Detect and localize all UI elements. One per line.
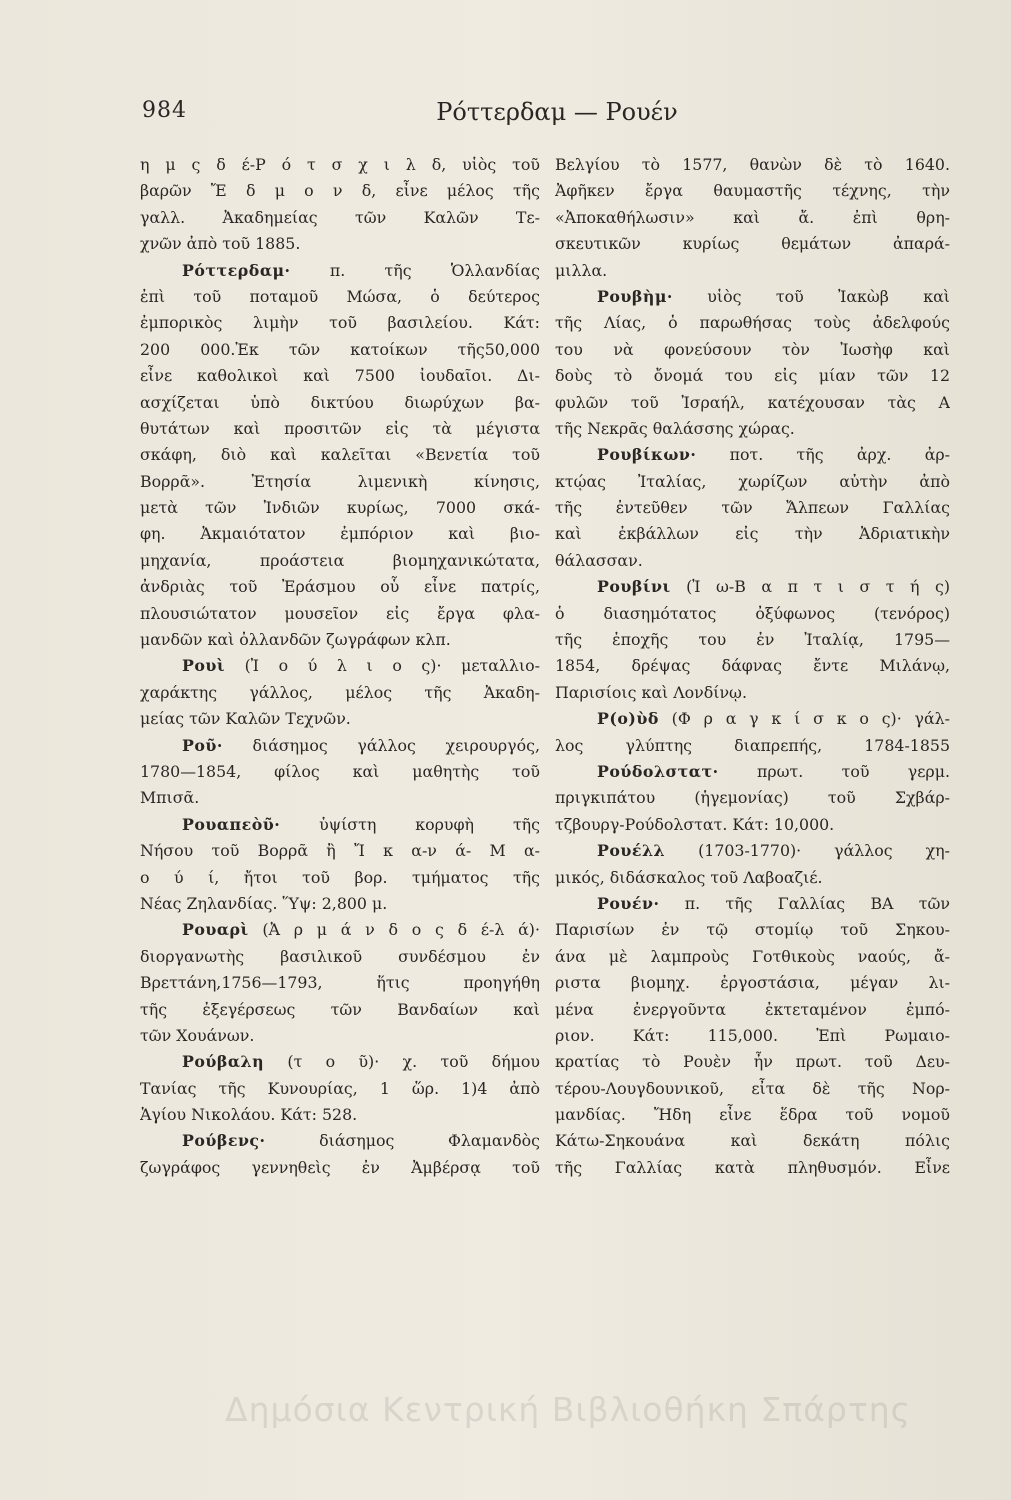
line-text: μικός, διδάσκαλος τοῦ Λαβοαζιέ. — [555, 867, 823, 887]
text-line — [555, 469, 950, 495]
text-line — [555, 284, 950, 310]
text-line — [140, 337, 540, 363]
text-line — [555, 442, 950, 468]
line-text: ἐπὶ τοῦ ποταμοῦ Μώσα, ὁ δεύτερος — [140, 286, 540, 306]
text-line — [555, 258, 950, 284]
line-text: ἀνδριὰς τοῦ Ἐράσμου οὗ εἶνε πατρίς, — [140, 577, 540, 597]
line-text: τῆς ἐποχῆς του ἐν Ἰταλίᾳ, 1795— — [555, 630, 950, 650]
text-line — [140, 310, 540, 336]
line-text: βαρῶν Ἔ δ μ ο ν δ, εἶνε μέλος τῆς — [140, 181, 540, 201]
line-text: μανδῶν καὶ ὀλλανδῶν ζωγράφων κλπ. — [140, 630, 451, 650]
text-line — [555, 548, 950, 574]
text-line — [140, 416, 540, 442]
line-text: γαλλ. Ἀκαδημείας τῶν Καλῶν Τε- — [140, 207, 540, 227]
line-text: τῆς Γαλλίας κατὰ πληθυσμόν. Εἶνε — [555, 1157, 950, 1177]
line-text: ποτ. τῆς ἀρχ. ἀρ- — [696, 445, 950, 465]
entry-headword: Ρουέν· — [597, 893, 660, 913]
text-line — [555, 521, 950, 547]
line-text: (τ ο ῦ)· χ. τοῦ δήμου — [264, 1052, 540, 1072]
line-text: υἱὸς τοῦ Ἰακὼβ καὶ — [672, 286, 950, 306]
text-line — [555, 944, 950, 970]
line-text: θυτάτων καὶ προσιτῶν εἰς τὰ μέγιστα — [140, 418, 540, 438]
text-line — [140, 1049, 540, 1075]
entry-headword: Ρουέλλ — [597, 841, 666, 861]
text-line — [140, 706, 540, 732]
text-line — [140, 680, 540, 706]
entry-headword: Ρουβίκων· — [597, 445, 697, 465]
library-watermark: Δημόσια Κεντρική Βιβλιοθήκη Σπάρτης — [225, 1390, 912, 1429]
line-text: (Ἰ ω-Β α π τ ι σ τ ή ς) — [670, 577, 950, 597]
text-line — [555, 152, 950, 178]
entry-headword: Ρουβὴμ· — [597, 286, 673, 306]
line-text: χαράκτης γάλλος, μέλος τῆς Ἀκαδη- — [140, 682, 540, 702]
line-text: τῆς ἐξεγέρσεως τῶν Βανδαίων καὶ — [140, 999, 540, 1019]
text-line — [140, 1102, 540, 1128]
text-line — [140, 284, 540, 310]
line-text: Ἁγίου Νικολάου. Κάτ: 528. — [140, 1105, 358, 1125]
line-text: Παρισίων ἐν τῷ στομίῳ τοῦ Σηκου- — [555, 920, 950, 940]
line-text: εἶνε καθολικοὶ καὶ 7500 ἰουδαῖοι. Δι- — [140, 366, 540, 386]
line-text: καὶ ἐκβάλλων εἰς τὴν Ἀδριατικὴν — [555, 524, 950, 544]
text-line — [140, 891, 540, 917]
text-line — [140, 152, 540, 178]
text-line — [555, 812, 950, 838]
text-line — [555, 838, 950, 864]
left-column — [140, 152, 540, 1181]
line-text: «Ἀποκαθήλωσιν» καὶ ἄ. ἐπὶ θρη- — [555, 207, 950, 227]
text-line — [140, 997, 540, 1023]
line-text: κρατίας τὸ Ρουὲν ἦν πρωτ. τοῦ Δευ- — [555, 1052, 950, 1072]
text-line — [555, 495, 950, 521]
text-line — [140, 390, 540, 416]
text-line — [555, 627, 950, 653]
text-line — [555, 574, 950, 600]
entry-headword: Ρουαπεὸῦ· — [182, 814, 281, 834]
line-text: (1703-1770)· γάλλος χη- — [665, 841, 950, 861]
text-line — [140, 653, 540, 679]
text-line — [140, 917, 540, 943]
text-line — [140, 1155, 540, 1181]
right-column — [555, 152, 950, 1181]
line-text: 1780—1854, φίλος καὶ μαθητὴς τοῦ — [140, 761, 540, 781]
text-line — [140, 865, 540, 891]
line-text: Τανίας τῆς Κυνουρίας, 1 ὥρ. 1)4 ἀπὸ — [140, 1078, 540, 1098]
line-text: σκάφη, διὸ καὶ καλεῖται «Βενετία τοῦ — [140, 445, 540, 465]
text-line — [555, 205, 950, 231]
text-line — [140, 205, 540, 231]
line-text: Κάτω-Σηκουάνα καὶ δεκάτη πόλις — [555, 1131, 950, 1151]
entry-headword: Ρουὶ — [182, 656, 226, 676]
text-line — [555, 1128, 950, 1154]
entry-headword: Ρούβαλη — [182, 1052, 265, 1072]
line-text: (Φ ρ α γ κ ί σ κ ο ς)· γάλ- — [658, 709, 950, 729]
line-text: Βρεττάνη,1756—1793, ἥτις προηγήθη — [140, 973, 540, 993]
line-text: Παρισίοις καὶ Λονδίνῳ. — [555, 682, 747, 702]
text-line — [555, 1102, 950, 1128]
text-line — [140, 363, 540, 389]
line-text: δοὺς τὸ ὄνομά του εἰς μίαν τῶν 12 — [555, 366, 950, 386]
line-text: μηχανία, προάστεια βιομηχανικώτατα, — [140, 550, 540, 570]
entry-headword: Ρόττερδαμ· — [182, 260, 291, 280]
line-text: 200 000.Ἐκ τῶν κατοίκων τῆς50,000 — [140, 339, 540, 359]
text-line — [555, 997, 950, 1023]
text-line — [140, 733, 540, 759]
line-text: Βορρᾶ». Ἐτησία λιμενικὴ κίνησις, — [140, 471, 540, 491]
text-line — [140, 548, 540, 574]
line-text: μανδίας. Ἤδη εἶνε ἕδρα τοῦ νομοῦ — [555, 1105, 950, 1125]
text-line — [555, 733, 950, 759]
text-line — [140, 944, 540, 970]
text-line — [555, 178, 950, 204]
line-text: του νὰ φονεύσουν τὸν Ἰωσὴφ καὶ — [555, 339, 950, 359]
line-text: Νέας Ζηλανδίας. Ὕψ: 2,800 μ. — [140, 893, 388, 913]
line-text: ὁ διασημότατος ὀξύφωνος (τενόρος) — [555, 603, 950, 623]
entry-headword: Ρουαρὶ — [182, 920, 249, 940]
line-text: Βελγίου τὸ 1577, θανὼν δὲ τὸ 1640. — [555, 155, 950, 174]
text-line — [555, 337, 950, 363]
line-text: π. τῆς Γαλλίας ΒΑ τῶν — [659, 893, 950, 913]
text-line — [555, 1155, 950, 1181]
line-text: άνα μὲ λαμπροὺς Γοτθικοὺς ναούς, ἄ- — [555, 946, 950, 966]
line-text: τῆς Λίας, ὁ παρωθήσας τοὺς ἀδελφούς — [555, 313, 950, 333]
text-line — [555, 653, 950, 679]
page-number: 984 — [142, 98, 187, 123]
page-header — [142, 98, 942, 138]
text-line — [140, 1023, 540, 1049]
line-text: λος γλύπτης διαπρεπής, 1784-1855 — [555, 735, 950, 755]
text-line — [555, 1023, 950, 1049]
line-text: κτῴας Ἰταλίας, χωρίζων αὐτὴν ἀπὸ — [555, 471, 950, 491]
line-text: π. τῆς Ὁλλανδίας — [290, 260, 540, 280]
line-text: πριγκιπάτου (ἡγεμονίας) τοῦ Σχβάρ- — [555, 788, 950, 808]
text-line — [555, 706, 950, 732]
line-text: φυλῶν τοῦ Ἰσραήλ, κατέχουσαν τὰς Α — [555, 392, 950, 412]
text-line — [140, 521, 540, 547]
text-line — [555, 231, 950, 257]
line-text: (Ἀ ρ μ ά ν δ ο ς δ έ-λ ά)· — [248, 920, 540, 940]
line-text: ζωγράφος γεννηθεὶς ἐν Ἀμβέρσᾳ τοῦ — [140, 1157, 540, 1177]
line-text: τῶν Χουάνων. — [140, 1025, 255, 1045]
text-line — [140, 785, 540, 811]
line-text: ριστα βιομηχ. ἐργοστάσια, μέγαν λι- — [555, 973, 950, 993]
entry-headword: Ρούδολστατ· — [597, 761, 719, 781]
line-text: 1854, δρέψας δάφνας ἔντε Μιλάνῳ, — [555, 656, 950, 676]
line-text: διάσημος γάλλος χειρουργός, — [222, 735, 540, 755]
text-line — [555, 891, 950, 917]
line-text: μετὰ τῶν Ἰνδιῶν κυρίως, 7000 σκά- — [140, 498, 540, 518]
line-text: τζβουργ-Ρούδολστατ. Κάτ: 10,000. — [555, 814, 835, 834]
text-line — [140, 469, 540, 495]
line-text: πρωτ. τοῦ γερμ. — [718, 761, 950, 781]
text-line — [555, 865, 950, 891]
text-line — [555, 310, 950, 336]
text-line — [555, 970, 950, 996]
line-text: Νήσου τοῦ Βορρᾶ ἢ Ἴ κ α-ν ά- Μ α- — [140, 841, 540, 861]
text-line — [140, 231, 540, 257]
line-text: μένα ἐνεργοῦντα ἐκτεταμένον ἐμπό- — [555, 999, 950, 1019]
line-text: ο ύ ί, ἤτοι τοῦ βορ. τμήματος τῆς — [140, 867, 540, 887]
text-line — [555, 601, 950, 627]
line-text: σκευτικῶν κυρίως θεμάτων ἀπαρά- — [555, 234, 950, 254]
text-line — [140, 812, 540, 838]
line-text: μείας τῶν Καλῶν Τεχνῶν. — [140, 709, 351, 729]
line-text: (Ἰ ο ύ λ ι ο ς)· μεταλλιο- — [225, 656, 540, 676]
text-line — [140, 258, 540, 284]
text-line — [555, 1076, 950, 1102]
line-text: η μ ς δ έ-Ρ ό τ σ χ ι λ δ, υἱὸς τοῦ — [140, 155, 540, 174]
text-line — [140, 838, 540, 864]
entry-headword: Ροῦ· — [182, 735, 223, 755]
text-line — [140, 1076, 540, 1102]
text-line — [140, 495, 540, 521]
text-line — [140, 601, 540, 627]
text-line — [140, 627, 540, 653]
line-text: τῆς Νεκρᾶς θαλάσσης χώρας. — [555, 418, 795, 438]
line-text: ασχίζεται ὑπὸ δικτύου διωρύχων βα- — [140, 392, 540, 412]
text-line — [555, 363, 950, 389]
line-text: διάσημος Φλαμανδὸς — [265, 1131, 540, 1151]
text-line — [140, 1128, 540, 1154]
text-line — [555, 416, 950, 442]
line-text: τέρου-Λουγδουνικοῦ, εἶτα δὲ τῆς Νορ- — [555, 1078, 950, 1098]
entry-headword: Ρ(ο)ὺδ — [597, 709, 659, 729]
line-text: πλουσιώτατον μουσεῖον εἰς ἔργα φλα- — [140, 603, 540, 623]
line-text: χνῶν ἀπὸ τοῦ 1885. — [140, 234, 301, 254]
entry-headword: Ρούβενς· — [182, 1131, 266, 1151]
text-line — [555, 1049, 950, 1075]
line-text: τῆς ἐντεῦθεν τῶν Ἄλπεων Γαλλίας — [555, 498, 950, 518]
text-line — [140, 178, 540, 204]
line-text: ὑψίστη κορυφὴ τῆς — [280, 814, 540, 834]
text-line — [555, 759, 950, 785]
text-line — [555, 917, 950, 943]
line-text: ἐμπορικὸς λιμὴν τοῦ βασιλείου. Κάτ: — [140, 313, 540, 333]
text-line — [555, 390, 950, 416]
line-text: μιλλα. — [555, 260, 608, 280]
line-text: διοργανωτὴς βασιλικοῦ συνδέσμου ἐν — [140, 946, 540, 966]
text-line — [140, 574, 540, 600]
text-line — [140, 759, 540, 785]
line-text: θάλασσαν. — [555, 550, 643, 570]
text-line — [140, 970, 540, 996]
line-text: Ἀφῆκεν ἔργα θαυμαστῆς τέχνης, τὴν — [555, 181, 950, 201]
running-title: Ρόττερδαμ — Ρουέν — [436, 98, 678, 126]
text-line — [555, 785, 950, 811]
entry-headword: Ρουβίνι — [597, 577, 671, 597]
line-text: φη. Ἀκμαιότατον ἐμπόριον καὶ βιο- — [140, 524, 540, 544]
line-text: ριον. Κάτ: 115,000. Ἐπὶ Ρωμαιο- — [555, 1025, 950, 1045]
text-line — [140, 442, 540, 468]
line-text: Μπισᾶ. — [140, 788, 200, 808]
text-line — [555, 680, 950, 706]
